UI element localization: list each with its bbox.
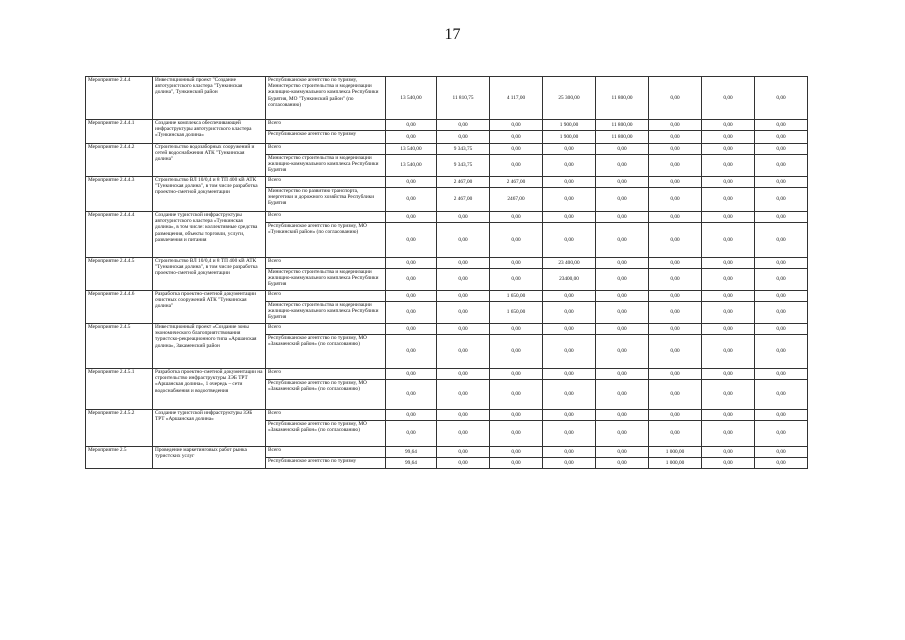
amount-cell: 0,00 [755,458,808,469]
amount-cell: 11 800,00 [596,131,649,144]
event-name-cell: Строительство ВЛ 10/0,4 и 8 ТП 400 кВ АТК "Тункинская долина", в том числе разработка проектно-сметной документации [153,258,266,291]
amount-cell: 0,00 [596,212,649,223]
amount-cell: 0,00 [490,458,543,469]
amount-cell: 0,00 [543,369,596,380]
amount-cell: 0,00 [755,212,808,223]
amount-cell: 0,00 [386,302,437,324]
amount-cell: 0,00 [543,155,596,177]
amount-cell: 0,00 [490,258,543,269]
amount-cell: 0,00 [543,335,596,369]
amount-cell: 13 540,00 [386,155,437,177]
table-row [86,410,808,421]
amount-cell: 0,00 [649,144,702,155]
amount-cell: 4 117,00 [490,77,543,120]
event-code-cell: Мероприятие 2.4.5 [86,324,153,369]
event-code-cell: Мероприятие 2.4.5.1 [86,369,153,410]
amount-cell: 0,00 [596,369,649,380]
amount-cell: 0,00 [386,369,437,380]
amount-cell: 0,00 [543,380,596,410]
amount-cell: 0,00 [490,269,543,291]
event-name-cell: Разработка проектно-сметной документации на строительство инфраструктуры ЗЭБ ТРТ «Аршанская долина», 1 очередь – сети водоснабжения и водоотведения [153,369,266,410]
amount-cell: 0,00 [490,335,543,369]
amount-cell: 9 343,75 [437,155,490,177]
amount-cell: 0,00 [437,131,490,144]
event-name-cell: Строительство ВЛ 10/0,4 и 8 ТП 400 кВ АТК "Тункинская долина", в том числе разработка проектно-сметной документации [153,177,266,212]
table-row [86,144,808,155]
amount-cell: 2 467,00 [437,188,490,212]
amount-cell: 0,00 [543,421,596,447]
amount-cell: 0,00 [543,447,596,458]
funding-source-cell: Республиканское агентство по туризму, МО «Закаменский район» (по согласованию) [266,421,386,447]
amount-cell: 0,00 [596,458,649,469]
amount-cell: 0,00 [702,269,755,291]
amount-cell: 0,00 [437,421,490,447]
funding-source-cell: Всего [266,447,386,458]
amount-cell: 0,00 [702,291,755,302]
amount-cell: 0,00 [596,144,649,155]
amount-cell: 0,00 [490,120,543,131]
amount-cell: 0,00 [755,291,808,302]
amount-cell: 0,00 [596,447,649,458]
amount-cell: 13 540,00 [386,77,437,120]
amount-cell: 1 650,00 [490,291,543,302]
amount-cell: 0,00 [596,291,649,302]
amount-cell: 0,00 [386,410,437,421]
funding-source-cell: Республиканское агентство по туризму, МО «Закаменский район» (по согласованию) [266,380,386,410]
amount-cell: 0,00 [702,302,755,324]
amount-cell: 0,00 [543,188,596,212]
amount-cell: 0,00 [386,212,437,223]
funding-source-cell: Министерство строительства и модернизации жилищно-коммунального комплекса Республики Бурятия [266,155,386,177]
amount-cell: 99,64 [386,447,437,458]
amount-cell: 0,00 [490,144,543,155]
amount-cell: 1 650,00 [490,302,543,324]
budget-table [85,76,808,469]
amount-cell: 0,00 [702,144,755,155]
event-name-cell: Создание туристской инфраструктуры автотуристского кластера «Тункинская долина», в том числе: коллективные средства размещения, объекты торговли, услуги, развлечения и питания [153,212,266,258]
amount-cell: 0,00 [437,410,490,421]
funding-source-cell: Всего [266,369,386,380]
amount-cell: 0,00 [649,155,702,177]
funding-source-cell: Республиканское агентство по туризму [266,458,386,469]
amount-cell: 23400,00 [543,269,596,291]
amount-cell: 0,00 [596,258,649,269]
amount-cell: 0,00 [702,458,755,469]
amount-cell: 2 467,00 [437,177,490,188]
amount-cell: 0,00 [543,291,596,302]
amount-cell: 0,00 [702,131,755,144]
amount-cell: 0,00 [386,380,437,410]
amount-cell: 0,00 [702,177,755,188]
funding-source-cell: Всего [266,258,386,269]
amount-cell: 0,00 [755,223,808,258]
amount-cell: 0,00 [702,188,755,212]
event-code-cell: Мероприятие 2.4.4.4 [86,212,153,258]
amount-cell: 0,00 [490,155,543,177]
amount-cell: 0,00 [386,291,437,302]
amount-cell: 0,00 [490,421,543,447]
amount-cell: 0,00 [490,369,543,380]
amount-cell: 0,00 [649,291,702,302]
event-code-cell: Мероприятие 2.4.4.2 [86,144,153,177]
amount-cell: 0,00 [649,131,702,144]
amount-cell: 0,00 [755,77,808,120]
amount-cell: 0,00 [755,269,808,291]
amount-cell: 0,00 [386,120,437,131]
amount-cell: 23 400,00 [543,258,596,269]
event-name-cell: Строительство водозаборных сооружений и сетей водоснабжения АТК "Тункинская долина" [153,144,266,177]
amount-cell: 0,00 [755,369,808,380]
amount-cell: 0,00 [437,324,490,335]
amount-cell: 0,00 [437,302,490,324]
event-code-cell: Мероприятие 2.4.4 [86,77,153,120]
table-row [86,324,808,335]
funding-source-cell: Республиканское агентство по туризму [266,131,386,144]
amount-cell: 0,00 [490,447,543,458]
funding-source-cell: Всего [266,212,386,223]
amount-cell: 0,00 [755,421,808,447]
amount-cell: 9 343,75 [437,144,490,155]
amount-cell: 0,00 [490,380,543,410]
amount-cell: 0,00 [437,458,490,469]
amount-cell: 0,00 [596,302,649,324]
funding-source-cell: Республиканское агентство по туризму, Министерство строительства и модернизации жилищно-коммунального комплекса Республики Бурятия, МО "Тункинский район" (по согласованию) [266,77,386,120]
event-name-cell: Создание туристской инфраструктуры ЗЭБ ТРТ «Аршанская долина» [153,410,266,447]
funding-source-cell: Всего [266,291,386,302]
amount-cell: 0,00 [649,177,702,188]
amount-cell: 1 000,00 [649,458,702,469]
amount-cell: 0,00 [490,324,543,335]
amount-cell: 0,00 [543,212,596,223]
page-number: 17 [444,26,461,43]
amount-cell: 0,00 [596,177,649,188]
amount-cell: 0,00 [755,155,808,177]
amount-cell: 0,00 [490,131,543,144]
amount-cell: 0,00 [386,177,437,188]
funding-source-cell: Всего [266,324,386,335]
event-code-cell: Мероприятие 2.4.5.2 [86,410,153,447]
amount-cell: 0,00 [649,380,702,410]
amount-cell: 0,00 [596,380,649,410]
amount-cell: 0,00 [755,188,808,212]
amount-cell: 0,00 [596,410,649,421]
amount-cell: 0,00 [755,177,808,188]
amount-cell: 0,00 [755,335,808,369]
event-code-cell: Мероприятие 2.5 [86,447,153,469]
amount-cell: 11 800,00 [596,120,649,131]
amount-cell: 0,00 [702,421,755,447]
event-name-cell: Создание комплекса обеспечивающей инфраструктуры автотуристского кластера «Тункинская долина» [153,120,266,144]
amount-cell: 2467,00 [490,188,543,212]
amount-cell: 0,00 [543,177,596,188]
amount-cell: 0,00 [386,324,437,335]
amount-cell: 0,00 [649,258,702,269]
amount-cell: 0,00 [702,369,755,380]
amount-cell: 0,00 [596,335,649,369]
amount-cell: 0,00 [543,324,596,335]
amount-cell: 0,00 [490,410,543,421]
event-name-cell: Проведение маркетинговых работ рынка туристских услуг [153,447,266,469]
amount-cell: 0,00 [596,269,649,291]
amount-cell: 0,00 [596,324,649,335]
table-row [86,369,808,380]
event-name-cell: Инвестиционный проект «Создание зоны экономического благоприятствования туристско-рекреационного типа «Аршанская долина», Закаменский район [153,324,266,369]
amount-cell: 0,00 [437,120,490,131]
amount-cell: 11 810,75 [437,77,490,120]
amount-cell: 1 900,00 [543,120,596,131]
amount-cell: 0,00 [543,144,596,155]
table-row [86,447,808,458]
amount-cell: 2 467,00 [490,177,543,188]
amount-cell: 0,00 [649,212,702,223]
amount-cell: 25 300,00 [543,77,596,120]
amount-cell: 0,00 [649,335,702,369]
amount-cell: 0,00 [437,291,490,302]
amount-cell: 99,64 [386,458,437,469]
table-row [86,120,808,131]
table-row [86,177,808,188]
funding-source-cell: Республиканское агентство по туризму, МО «Закаменский район» (по согласованию) [266,335,386,369]
amount-cell: 0,00 [437,380,490,410]
amount-cell: 0,00 [755,324,808,335]
amount-cell: 0,00 [649,269,702,291]
funding-source-cell: Республиканское агентство по туризму, МО «Тункинский район» (по согласованию) [266,223,386,258]
amount-cell: 0,00 [702,335,755,369]
amount-cell: 0,00 [649,223,702,258]
amount-cell: 0,00 [649,188,702,212]
amount-cell: 0,00 [649,410,702,421]
event-code-cell: Мероприятие 2.4.4.6 [86,291,153,324]
amount-cell: 0,00 [596,421,649,447]
amount-cell: 0,00 [649,421,702,447]
amount-cell: 0,00 [386,223,437,258]
funding-source-cell: Всего [266,144,386,155]
amount-cell: 0,00 [386,258,437,269]
amount-cell: 0,00 [702,258,755,269]
amount-cell: 0,00 [755,410,808,421]
funding-source-cell: Всего [266,410,386,421]
table-row [86,77,808,120]
amount-cell: 0,00 [437,269,490,291]
amount-cell: 0,00 [755,380,808,410]
amount-cell: 0,00 [437,258,490,269]
table-row [86,291,808,302]
amount-cell: 0,00 [702,77,755,120]
amount-cell: 11 800,00 [596,77,649,120]
amount-cell: 0,00 [543,223,596,258]
amount-cell: 0,00 [386,131,437,144]
amount-cell: 0,00 [490,212,543,223]
event-name-cell: Разработка проектно-сметной документации очистных сооружений АТК "Тункинская долина" [153,291,266,324]
amount-cell: 0,00 [702,155,755,177]
amount-cell: 0,00 [702,324,755,335]
amount-cell: 0,00 [437,223,490,258]
amount-cell: 0,00 [755,144,808,155]
funding-source-cell: Министерство строительства и модернизации жилищно-коммунального комплекса Республики Бурятия [266,302,386,324]
amount-cell: 0,00 [649,77,702,120]
amount-cell: 0,00 [755,120,808,131]
amount-cell: 0,00 [386,269,437,291]
amount-cell: 0,00 [437,369,490,380]
amount-cell: 0,00 [596,188,649,212]
amount-cell: 0,00 [702,447,755,458]
event-code-cell: Мероприятие 2.4.4.5 [86,258,153,291]
amount-cell: 0,00 [702,223,755,258]
amount-cell: 0,00 [755,302,808,324]
event-name-cell: Инвестиционный проект "Создание автотуристского кластера "Тункинская долина", Тункинский район [153,77,266,120]
amount-cell: 0,00 [755,131,808,144]
amount-cell: 1 000,00 [649,447,702,458]
amount-cell: 0,00 [437,212,490,223]
amount-cell: 0,00 [543,458,596,469]
amount-cell: 0,00 [649,302,702,324]
amount-cell: 0,00 [702,410,755,421]
amount-cell: 0,00 [490,223,543,258]
amount-cell: 0,00 [649,369,702,380]
funding-source-cell: Всего [266,120,386,131]
amount-cell: 0,00 [649,324,702,335]
event-code-cell: Мероприятие 2.4.4.1 [86,120,153,144]
funding-source-cell: Всего [266,177,386,188]
amount-cell: 0,00 [596,155,649,177]
amount-cell: 0,00 [755,447,808,458]
amount-cell: 13 540,00 [386,144,437,155]
amount-cell: 0,00 [649,120,702,131]
amount-cell: 0,00 [543,302,596,324]
event-code-cell: Мероприятие 2.4.4.3 [86,177,153,212]
amount-cell: 0,00 [702,380,755,410]
amount-cell: 0,00 [437,335,490,369]
amount-cell: 0,00 [386,188,437,212]
amount-cell: 0,00 [755,258,808,269]
amount-cell: 0,00 [596,223,649,258]
amount-cell: 0,00 [702,120,755,131]
amount-cell: 0,00 [437,447,490,458]
amount-cell: 0,00 [543,410,596,421]
funding-source-cell: Министерство строительства и модернизации жилищно-коммунального комплекса Республики Бурятия [266,269,386,291]
amount-cell: 1 900,00 [543,131,596,144]
amount-cell: 0,00 [702,212,755,223]
amount-cell: 0,00 [386,421,437,447]
funding-source-cell: Министерство по развитию транспорта, энергетики и дорожного хозяйства Республики Бурятия [266,188,386,212]
amount-cell: 0,00 [386,335,437,369]
table-row [86,258,808,269]
table-row [86,212,808,223]
